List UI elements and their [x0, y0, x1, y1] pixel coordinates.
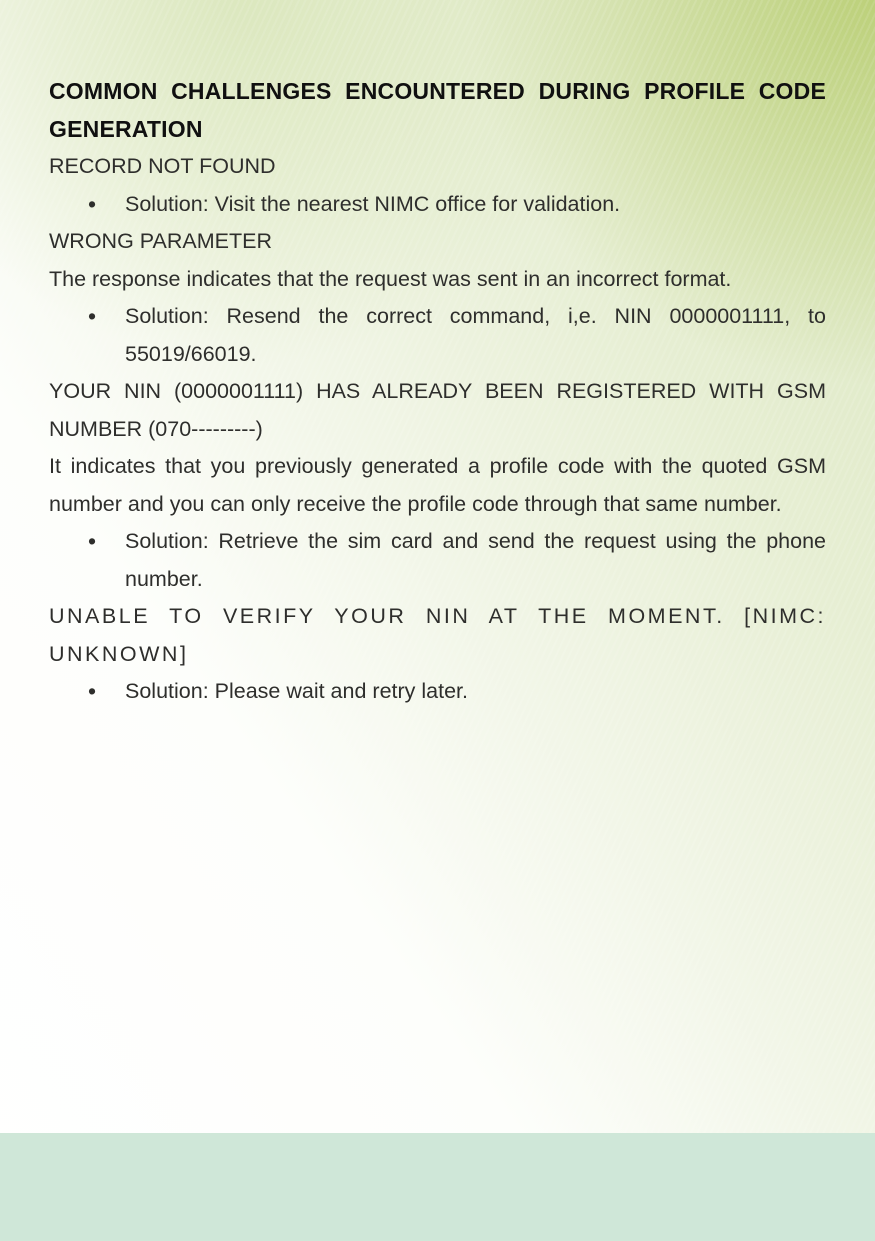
bullet-list	[49, 673, 826, 711]
bullet-text: Solution: Please wait and retry later.	[125, 679, 468, 703]
section-heading-wrong-parameter: WRONG PARAMETER	[49, 229, 272, 253]
page-title: COMMON CHALLENGES ENCOUNTERED DURING PROFILE CODE GENERATION	[49, 78, 826, 142]
bullet-icon: •	[88, 678, 97, 704]
bullet-item	[49, 186, 826, 224]
bullet-list	[49, 186, 826, 224]
bullet-item	[49, 673, 826, 711]
bullet-text: Solution: Retrieve the sim card and send the request using the phone number.	[125, 529, 826, 591]
bullet-item	[49, 298, 826, 373]
bullet-icon: •	[88, 190, 97, 217]
bullet-list	[49, 523, 826, 598]
bullet-text: Solution: Resend the correct command, i,e. NIN 0000001111, to 55019/66019.	[125, 304, 826, 366]
section-heading-unable-to-verify: UNABLE TO VERIFY YOUR NIN AT THE MOMENT. [NIMC: UNKNOWN]	[49, 604, 826, 666]
footer-band	[0, 1133, 875, 1241]
bullet-list	[49, 298, 826, 373]
bullet-text: Solution: Visit the nearest NIMC office for validation.	[125, 191, 621, 216]
bullet-icon: •	[88, 303, 97, 329]
bullet-item	[49, 523, 826, 598]
bullet-icon: •	[88, 528, 97, 554]
section-body-wrong-parameter: The response indicates that the request was sent in an incorrect format.	[49, 266, 732, 291]
content-area	[49, 73, 826, 711]
section-heading-record-not-found: RECORD NOT FOUND	[49, 154, 276, 178]
section-heading-nin-already-registered: YOUR NIN (0000001111) HAS ALREADY BEEN REGISTERED WITH GSM NUMBER (070---------)	[49, 379, 826, 441]
section-body-nin-already-registered: It indicates that you previously generated a profile code with the quoted GSM number and you can only receive the profile code through that same number.	[49, 454, 826, 516]
